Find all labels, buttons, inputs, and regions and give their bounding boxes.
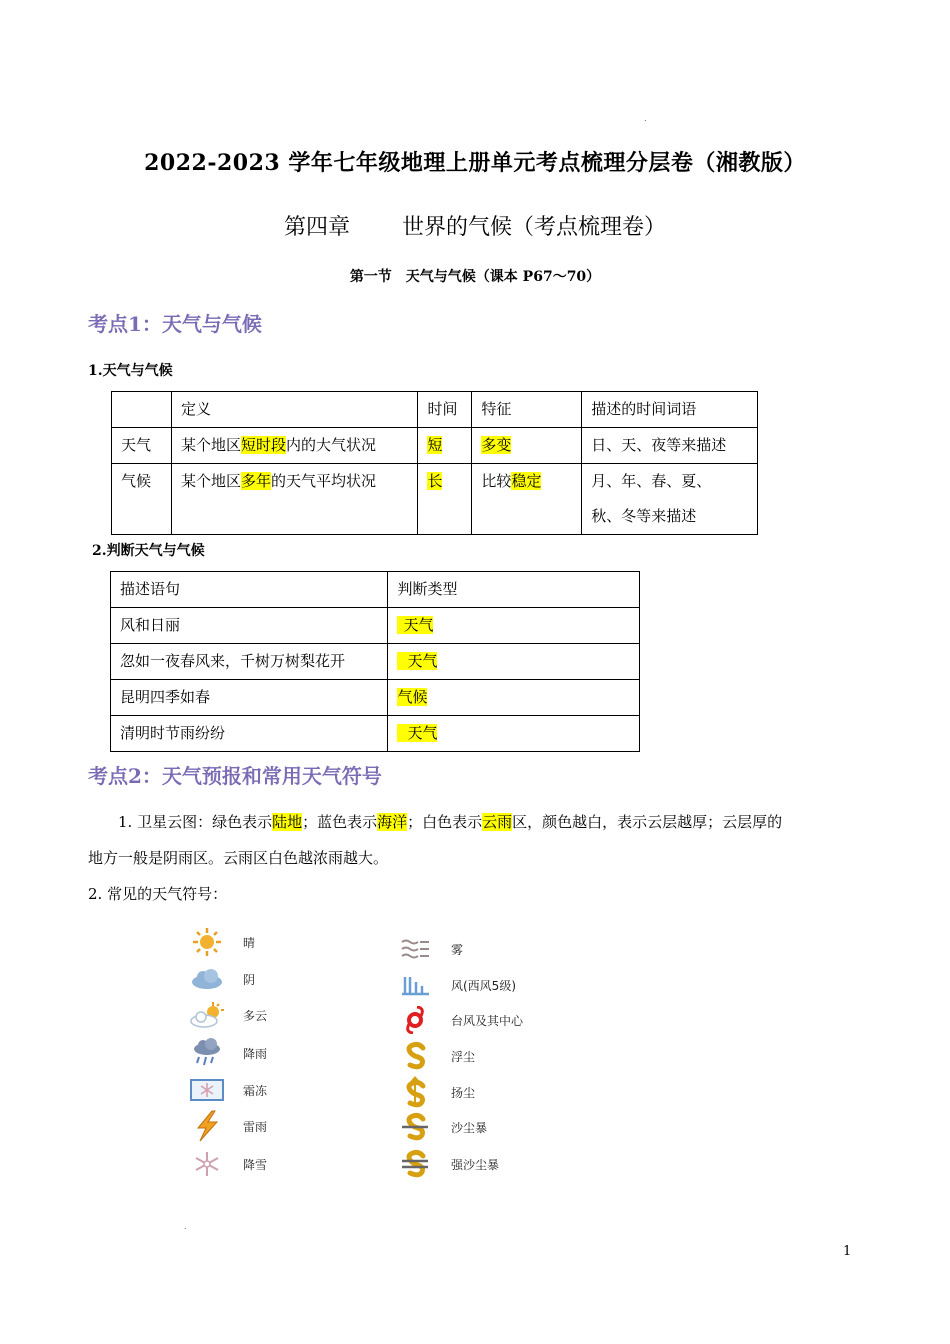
symbol-label: 降雪: [243, 1157, 268, 1172]
document-title: 2022-2023 学年七年级地理上册单元考点梳理分层卷（湘教版）: [144, 150, 806, 176]
sentence-cell: 风和日丽: [111, 608, 388, 644]
symbol-label: 扬尘: [451, 1085, 476, 1100]
table-row: [111, 608, 640, 644]
highlighted-text: 海洋: [377, 813, 408, 831]
symbol-fog: [397, 934, 463, 964]
kaodian1-heading: 考点1：天气与气候: [88, 312, 262, 336]
symbol-floating-dust: [397, 1041, 475, 1071]
time-cell: [418, 464, 472, 535]
typhoon-icon: [397, 1005, 433, 1035]
feature-cell: [472, 464, 582, 535]
table-row: [112, 464, 758, 535]
table-header-row: [112, 392, 758, 428]
subheading-weather-climate: 1.天气与气候: [88, 363, 173, 379]
table-header-row: [111, 572, 640, 608]
sun-icon: [189, 927, 225, 957]
highlighted-text: 短时段: [240, 436, 286, 454]
type-cell: [388, 716, 640, 752]
symbol-sun: [189, 927, 255, 957]
highlighted-text: 长: [427, 472, 443, 490]
symbol-wind: [397, 970, 516, 1000]
symbol-sandstorm: [397, 1112, 487, 1142]
sentence-cell: 昆明四季如春: [111, 680, 388, 716]
subheading-judge: 2.判断天气与气候: [92, 543, 205, 559]
type-cell: [388, 644, 640, 680]
rain-icon: [189, 1038, 225, 1068]
symbol-label: 阴: [243, 972, 256, 987]
highlighted-text: 天气: [397, 724, 437, 742]
header-cell: 时间: [418, 392, 472, 428]
header-cell: 定义: [171, 392, 418, 428]
stray-mark: .: [184, 1222, 187, 1231]
symbol-label: 浮尘: [451, 1049, 476, 1064]
text: 某个地区: [180, 436, 241, 454]
symbol-label: 晴: [243, 935, 256, 950]
wind-icon: [397, 970, 433, 1000]
header-cell: 特征: [472, 392, 582, 428]
time-cell: [418, 428, 472, 464]
symbol-rain: [189, 1038, 267, 1068]
thunderstorm-icon: [189, 1111, 225, 1141]
highlighted-text: 陆地: [272, 813, 303, 831]
symbol-severe-sandstorm: [397, 1149, 499, 1179]
symbol-typhoon: [397, 1005, 523, 1035]
symbol-partly-cloudy: [189, 1000, 267, 1030]
page-number: 1: [843, 1244, 852, 1259]
sandstorm-icon: [397, 1112, 433, 1142]
chapter-name: 世界的气候（考点梳理卷）: [402, 215, 667, 240]
satellite-paragraph: [88, 804, 868, 840]
symbol-cloud: [189, 964, 255, 994]
highlighted-text: 气候: [397, 688, 428, 706]
type-cell: [388, 608, 640, 644]
definition-cell: [171, 428, 418, 464]
table-row: [112, 428, 758, 464]
text: ；白色表示: [407, 813, 483, 831]
symbol-label: 台风及其中心: [451, 1013, 524, 1028]
type-cell: [388, 680, 640, 716]
severe-sandstorm-icon: [397, 1149, 433, 1179]
table-row: [111, 644, 640, 680]
symbol-label: 霜冻: [243, 1083, 268, 1098]
header-cell: [112, 392, 172, 428]
satellite-paragraph-line2: 地方一般是阴雨区。云雨区白色越浓雨越大。: [88, 849, 389, 867]
stray-mark: .: [644, 114, 647, 123]
words-cell: [582, 464, 758, 535]
symbol-thunderstorm: [189, 1111, 267, 1141]
sentence-cell: 忽如一夜春风来，千树万树梨花开: [111, 644, 388, 680]
feature-cell: [472, 428, 582, 464]
definition-cell: [171, 464, 418, 535]
highlighted-text: 天气: [397, 652, 437, 670]
text: ；蓝色表示: [302, 813, 378, 831]
frost-icon: [189, 1075, 225, 1105]
partly-cloudy-icon: [189, 1000, 225, 1030]
header-cell: 描述语句: [111, 572, 388, 608]
symbol-label: 雷雨: [243, 1119, 268, 1134]
chapter-title: [0, 210, 950, 241]
highlighted-text: 天气: [397, 616, 433, 634]
row-name: 天气: [112, 428, 172, 464]
text: 秋、冬等来描述: [591, 507, 697, 525]
highlighted-text: 云雨: [482, 813, 513, 831]
header-cell: 描述的时间词语: [582, 392, 758, 428]
blowing-dust-icon: [397, 1077, 433, 1107]
words-cell: 日、天、夜等来描述: [582, 428, 758, 464]
symbols-intro: 2. 常见的天气符号：: [88, 885, 228, 903]
symbol-label: 雾: [451, 942, 464, 957]
text: 的天气平均状况: [270, 472, 376, 490]
kaodian2-heading: 考点2：天气预报和常用天气符号: [88, 764, 382, 788]
floating-dust-icon: [397, 1041, 433, 1071]
chapter-number: 第四章: [283, 215, 350, 240]
text: 内的大气状况: [285, 436, 376, 454]
weather-climate-table: [111, 391, 758, 535]
text: 某个地区: [180, 472, 241, 490]
table-row: [111, 680, 640, 716]
text: 月、年、春、夏、: [591, 472, 712, 490]
text: 区，颜色越白，表示云层越厚；云层厚的: [512, 813, 783, 831]
symbol-label: 降雨: [243, 1046, 268, 1061]
highlighted-text: 短: [427, 436, 443, 454]
highlighted-text: 多年: [240, 472, 271, 490]
text: 1. 卫星云图：绿色表示: [118, 813, 273, 831]
row-name: 气候: [112, 464, 172, 535]
section-title: 第一节 天气与气候（课本 P67～70）: [349, 269, 601, 285]
symbol-snow: [189, 1149, 267, 1179]
highlighted-text: 多变: [481, 436, 512, 454]
symbol-frost: [189, 1075, 267, 1105]
symbol-label: 多云: [243, 1008, 268, 1023]
text: 比较: [481, 472, 512, 490]
symbol-label: 风(西风5级): [451, 978, 516, 993]
judge-table: [110, 571, 640, 752]
symbol-label: 沙尘暴: [451, 1120, 488, 1135]
symbol-label: 强沙尘暴: [451, 1157, 500, 1172]
fog-icon: [397, 934, 433, 964]
header-cell: 判断类型: [388, 572, 640, 608]
snow-icon: [189, 1149, 225, 1179]
highlighted-text: 稳定: [511, 472, 542, 490]
cloud-icon: [189, 964, 225, 994]
table-row: [111, 716, 640, 752]
sentence-cell: 清明时节雨纷纷: [111, 716, 388, 752]
symbol-blowing-dust: [397, 1077, 475, 1107]
